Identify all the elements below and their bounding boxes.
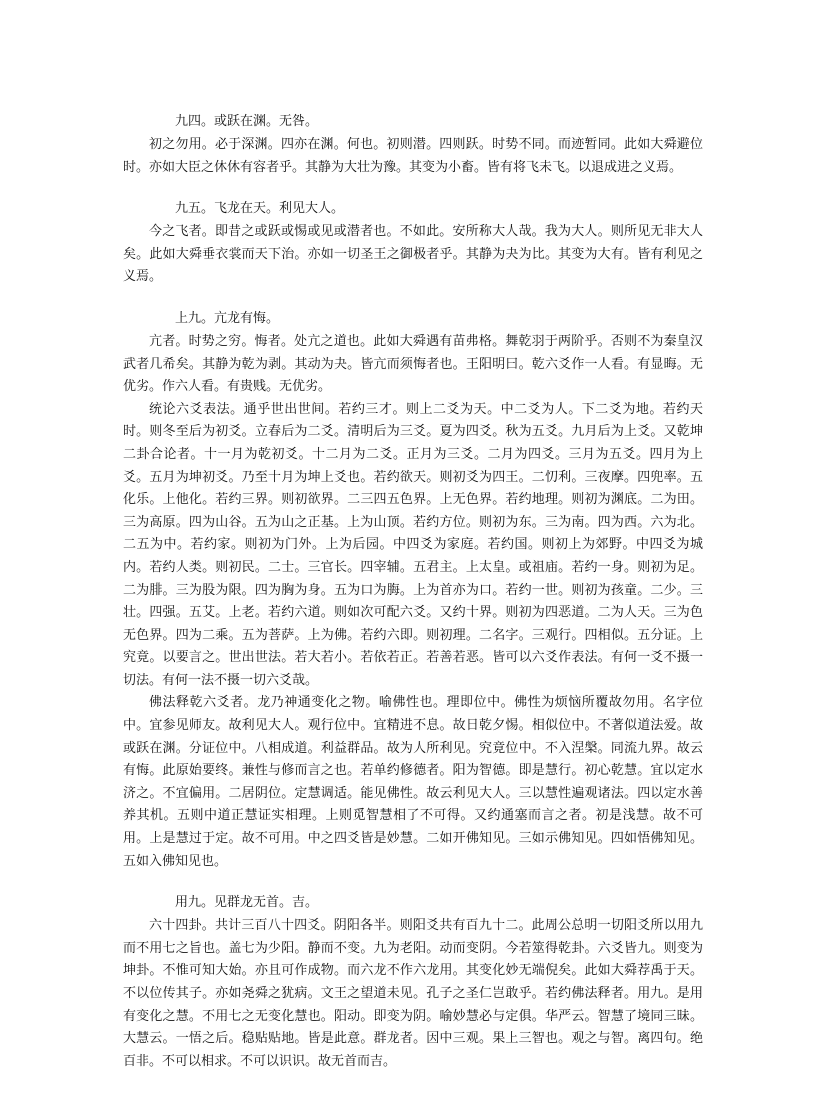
section-yong-jiu [123, 893, 703, 1073]
section-heading: 九四。或跃在渊。无咎。 [175, 114, 319, 129]
section-paragraph: 佛法释乾六爻者。龙乃神通变化之物。喻佛性也。理即位中。佛性为烦恼所覆故勿用。名字位中。宜参见师友。故利见大人。观行位中。宜精进不息。故日乾夕惕。相似位中。不著似道法爱。故或跃在渊。分证位中。八相成道。利益群品。故为人所利见。究竟位中。不入涅槃。同流九界。故云有悔。此原始要终。兼性与修而言之也。若单约修德者。阳为智德。即是慧行。初心乾慧。宜以定水济之。不宜偏用。二居阴位。定慧调适。能见佛性。故云利见大人。三以慧性遍观诸法。四以定水善养其机。五则中道正慧证实相理。上则觅智慧相了不可得。又约通塞而言之者。初是浅慧。故不可用。上是慧过于定。故不可用。中之四爻皆是妙慧。二如开佛知见。三如示佛知见。四如悟佛知见。五如入佛知见也。 [123, 695, 703, 869]
section-paragraph: 统论六爻表法。通乎世出世间。若约三才。则上二爻为天。中二爻为人。下二爻为地。若约天时。则冬至后为初爻。立春后为二爻。清明后为三爻。夏为四爻。秋为五爻。九月后为上爻。又乾坤二卦合论者。十一月为乾初爻。十二月为二爻。正月为三爻。二月为四爻。三月为五爻。四月为上爻。五月为坤初爻。乃至十月为坤上爻也。若约欲天。则初爻为四王。二忉利。三夜摩。四兜率。五化乐。上他化。若约三界。则初欲界。二三四五色界。上无色界。若约地理。则初为渊底。二为田。三为高原。四为山谷。五为山之正基。上为山顶。若约方位。则初为东。三为南。四为西。六为北。二五为中。若约家。则初为门外。上为后园。中四爻为家庭。若约国。则初上为郊野。中四爻为城内。若约人类。则初民。二士。三官长。四宰辅。五君主。上太皇。或祖庙。若约一身。则初为足。二为腓。三为股为限。四为胸为身。五为口为脢。上为首亦为口。若约一世。则初为孩童。二少。三壮。四强。五艾。上老。若约六道。则如次可配六爻。又约十界。则初为四恶道。二为人天。三为色无色界。四为二乘。五为菩萨。上为佛。若约六即。则初理。二名字。三观行。四相似。五分证。上究竟。以要言之。世出世法。若大若小。若依若正。若善若恶。皆可以六爻作表法。有何一爻不摄一切法。有何一法不摄一切六爻哉。 [123, 401, 703, 688]
section-paragraph: 初之勿用。必于深渊。四亦在渊。何也。初则潜。四则跃。时势不同。而迹暂同。此如大舜避位时。亦如大臣之休休有容者乎。其静为大壮为豫。其变为小畜。皆有将飞未飞。以退成进之义焉。 [123, 137, 703, 175]
section-paragraph: 今之飞者。即昔之或跃或惕或见或潜者也。不如此。安所称大人哉。我为大人。则所见无非大人矣。此如大舜垂衣裳而天下治。亦如一切圣王之御极者乎。其静为夬为比。其变为大有。皆有利见之义焉。 [123, 224, 703, 285]
section-jiu-si [123, 112, 703, 179]
document-page [123, 112, 703, 1093]
section-heading: 上九。亢龙有悔。 [175, 310, 280, 326]
section-heading: 九五。飞龙在天。利见大人。 [175, 201, 345, 217]
section-jiu-wu [123, 199, 703, 289]
section-heading: 用九。见群龙无首。吉。 [175, 895, 319, 911]
section-paragraph: 六十四卦。共计三百八十四爻。阴阳各半。则阳爻共有百九十二。此周公总明一切阳爻所以用九而不用七之旨也。盖七为少阳。静而不变。九为老阳。动而变阴。今若筮得乾卦。六爻皆九。则变为坤卦。不惟可知大始。亦且可作成物。而六龙不作六龙用。其变化妙无端倪矣。此如大舜荐禹于天。不以位传其子。亦如尧舜之犹病。文王之望道未见。孔子之圣仁岂敢乎。若约佛法释者。用九。是用有变化之慧。不用七之无变化慧也。阳动。即变为阴。喻妙慧必与定俱。华严云。智慧了境同三昧。大慧云。一悟之后。稳贴贴地。皆是此意。群龙者。因中三观。果上三智也。观之与智。离四句。绝百非。不可以相求。不可以识识。故无首而吉。 [123, 918, 703, 1069]
section-shang-jiu [123, 309, 703, 873]
section-paragraph: 亢者。时势之穷。悔者。处亢之道也。此如大舜遇有苗弗格。舞乾羽于两阶乎。否则不为秦皇汉武者几希矣。其静为乾为剥。其动为夬。皆亢而须悔者也。王阳明曰。乾六爻作一人看。有显晦。无优劣。作六人看。有贵贱。无优劣。 [123, 333, 703, 395]
